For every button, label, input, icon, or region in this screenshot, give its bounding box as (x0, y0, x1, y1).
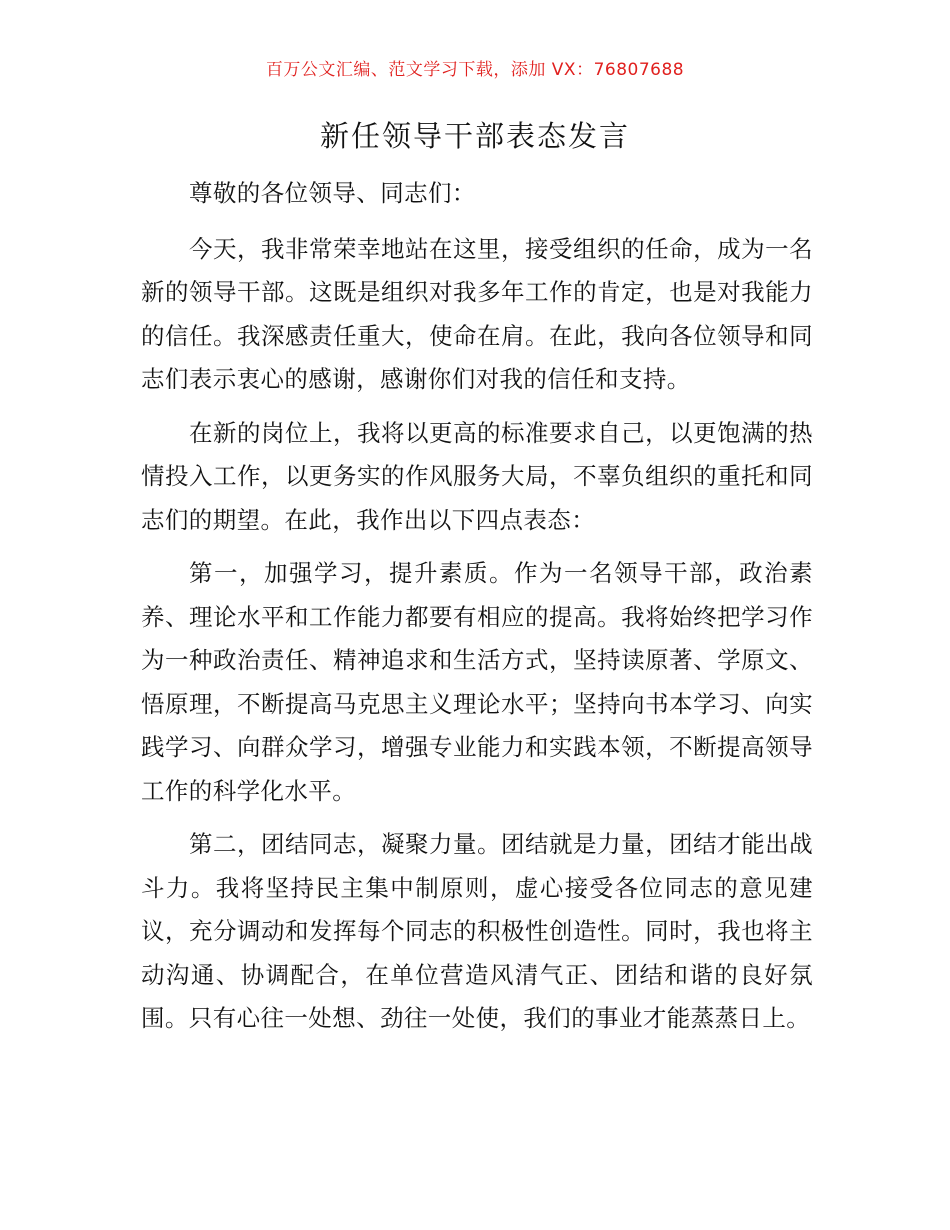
paragraph-3: 第一，加强学习，提升素质。作为一名领导干部，政治素养、理论水平和工作能力都要有相应的提高。我将始终把学习作为一种政治责任、精神追求和生活方式，坚持读原著、学原文、悟原理，不断提高马克思主义理论水平；坚持向书本学习、向实践学习、向群众学习，增强专业能力和实践本领，不断提高领导工作的科学化水平。 (141, 559, 813, 805)
document-body (141, 172, 813, 1051)
document-title: 新任领导干部表态发言 (319, 119, 630, 153)
salutation: 尊敬的各位领导、同志们： (189, 179, 476, 207)
paragraph-2: 在新的岗位上，我将以更高的标准要求自己，以更饱满的热情投入工作，以更务实的作风服务大局，不辜负组织的重托和同志们的期望。在此，我作出以下四点表态： (141, 418, 813, 534)
paragraph-1: 今天，我非常荣幸地站在这里，接受组织的任命，成为一名新的领导干部。这既是组织对我多年工作的肯定，也是对我能力的信任。我深感责任重大，使命在肩。在此，我向各位领导和同志们表示衷心的感谢，感谢你们对我的信任和支持。 (141, 234, 813, 393)
promo-header: 百万公文汇编、范文学习下载，添加 VX：76807688 (265, 60, 685, 80)
paragraph-4: 第二，团结同志，凝聚力量。团结就是力量，团结才能出战斗力。我将坚持民主集中制原则，虚心接受各位同志的意见建议，充分调动和发挥每个同志的积极性创造性。同时，我也将主动沟通、协调配合，在单位营造风清气正、团结和谐的良好氛围。只有心往一处想、劲往一处使，我们的事业才能蒸蒸日上。 (141, 830, 813, 1032)
